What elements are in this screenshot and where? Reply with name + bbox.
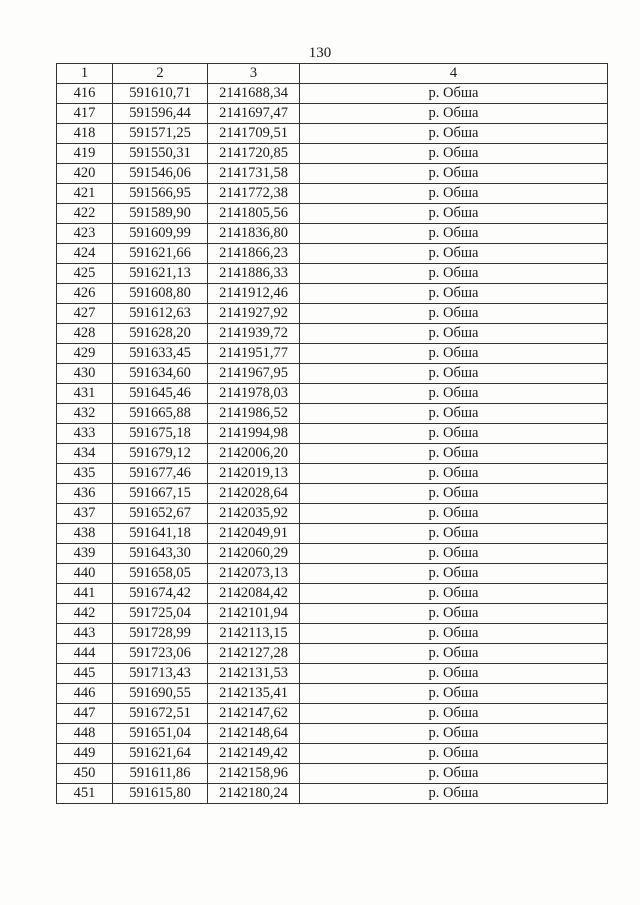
description-cell: р. Обша: [300, 344, 608, 364]
table-row: [57, 524, 608, 544]
x-coordinate-cell: 591641,18: [113, 524, 208, 544]
description-cell: р. Обша: [300, 384, 608, 404]
description-cell: р. Обша: [300, 104, 608, 124]
point-number-cell: 440: [57, 564, 113, 584]
point-number-cell: 436: [57, 484, 113, 504]
y-coordinate-cell: 2142101,94: [208, 604, 300, 624]
point-number-cell: 439: [57, 544, 113, 564]
table-row: [57, 504, 608, 524]
y-coordinate-cell: 2142135,41: [208, 684, 300, 704]
description-cell: р. Обша: [300, 124, 608, 144]
table-row: [57, 404, 608, 424]
point-number-cell: 432: [57, 404, 113, 424]
point-number-cell: 437: [57, 504, 113, 524]
description-cell: р. Обша: [300, 524, 608, 544]
y-coordinate-cell: 2142180,24: [208, 784, 300, 804]
table-row: [57, 744, 608, 764]
point-number-cell: 425: [57, 264, 113, 284]
point-number-cell: 424: [57, 244, 113, 264]
header-row: [57, 64, 608, 84]
y-coordinate-cell: 2142127,28: [208, 644, 300, 664]
table-row: [57, 424, 608, 444]
y-coordinate-cell: 2142006,20: [208, 444, 300, 464]
description-cell: р. Обша: [300, 84, 608, 104]
point-number-cell: 430: [57, 364, 113, 384]
point-number-cell: 429: [57, 344, 113, 364]
x-coordinate-cell: 591546,06: [113, 164, 208, 184]
x-coordinate-cell: 591550,31: [113, 144, 208, 164]
table-row: [57, 724, 608, 744]
description-cell: р. Обша: [300, 784, 608, 804]
description-cell: р. Обша: [300, 204, 608, 224]
description-cell: р. Обша: [300, 424, 608, 444]
point-number-cell: 445: [57, 664, 113, 684]
description-cell: р. Обша: [300, 664, 608, 684]
table-row: [57, 144, 608, 164]
description-cell: р. Обша: [300, 564, 608, 584]
point-number-cell: 450: [57, 764, 113, 784]
table-row: [57, 644, 608, 664]
table-row: [57, 544, 608, 564]
table-row: [57, 484, 608, 504]
x-coordinate-cell: 591651,04: [113, 724, 208, 744]
y-coordinate-cell: 2141927,92: [208, 304, 300, 324]
y-coordinate-cell: 2142147,62: [208, 704, 300, 724]
x-coordinate-cell: 591723,06: [113, 644, 208, 664]
y-coordinate-cell: 2142113,15: [208, 624, 300, 644]
x-coordinate-cell: 591608,80: [113, 284, 208, 304]
point-number-cell: 418: [57, 124, 113, 144]
x-coordinate-cell: 591645,46: [113, 384, 208, 404]
point-number-cell: 444: [57, 644, 113, 664]
y-coordinate-cell: 2141772,38: [208, 184, 300, 204]
y-coordinate-cell: 2142158,96: [208, 764, 300, 784]
table-row: [57, 204, 608, 224]
x-coordinate-cell: 591596,44: [113, 104, 208, 124]
point-number-cell: 419: [57, 144, 113, 164]
description-cell: р. Обша: [300, 684, 608, 704]
description-cell: р. Обша: [300, 644, 608, 664]
table-row: [57, 664, 608, 684]
table-row: [57, 684, 608, 704]
x-coordinate-cell: 591628,20: [113, 324, 208, 344]
table-row: [57, 784, 608, 804]
y-coordinate-cell: 2142084,42: [208, 584, 300, 604]
column-header-4: 4: [300, 64, 608, 84]
table-row: [57, 764, 608, 784]
y-coordinate-cell: 2142028,64: [208, 484, 300, 504]
table-row: [57, 284, 608, 304]
description-cell: р. Обша: [300, 304, 608, 324]
table-row: [57, 264, 608, 284]
description-cell: р. Обша: [300, 464, 608, 484]
point-number-cell: 434: [57, 444, 113, 464]
description-cell: р. Обша: [300, 504, 608, 524]
table-row: [57, 304, 608, 324]
y-coordinate-cell: 2142060,29: [208, 544, 300, 564]
y-coordinate-cell: 2142149,42: [208, 744, 300, 764]
description-cell: р. Обша: [300, 164, 608, 184]
column-header-2: 2: [113, 64, 208, 84]
x-coordinate-cell: 591589,90: [113, 204, 208, 224]
x-coordinate-cell: 591611,86: [113, 764, 208, 784]
x-coordinate-cell: 591679,12: [113, 444, 208, 464]
x-coordinate-cell: 591652,67: [113, 504, 208, 524]
y-coordinate-cell: 2141688,34: [208, 84, 300, 104]
x-coordinate-cell: 591725,04: [113, 604, 208, 624]
description-cell: р. Обша: [300, 184, 608, 204]
x-coordinate-cell: 591633,45: [113, 344, 208, 364]
table-row: [57, 344, 608, 364]
description-cell: р. Обша: [300, 744, 608, 764]
point-number-cell: 426: [57, 284, 113, 304]
table-row: [57, 224, 608, 244]
y-coordinate-cell: 2141709,51: [208, 124, 300, 144]
x-coordinate-cell: 591690,55: [113, 684, 208, 704]
point-number-cell: 451: [57, 784, 113, 804]
point-number-cell: 447: [57, 704, 113, 724]
description-cell: р. Обша: [300, 484, 608, 504]
x-coordinate-cell: 591677,46: [113, 464, 208, 484]
x-coordinate-cell: 591658,05: [113, 564, 208, 584]
point-number-cell: 428: [57, 324, 113, 344]
description-cell: р. Обша: [300, 264, 608, 284]
point-number-cell: 446: [57, 684, 113, 704]
y-coordinate-cell: 2141731,58: [208, 164, 300, 184]
y-coordinate-cell: 2141805,56: [208, 204, 300, 224]
description-cell: р. Обша: [300, 624, 608, 644]
y-coordinate-cell: 2141866,23: [208, 244, 300, 264]
x-coordinate-cell: 591610,71: [113, 84, 208, 104]
x-coordinate-cell: 591665,88: [113, 404, 208, 424]
x-coordinate-cell: 591667,15: [113, 484, 208, 504]
point-number-cell: 438: [57, 524, 113, 544]
table-row: [57, 104, 608, 124]
x-coordinate-cell: 591674,42: [113, 584, 208, 604]
y-coordinate-cell: 2142131,53: [208, 664, 300, 684]
y-coordinate-cell: 2141967,95: [208, 364, 300, 384]
description-cell: р. Обша: [300, 444, 608, 464]
point-number-cell: 449: [57, 744, 113, 764]
table-row: [57, 84, 608, 104]
x-coordinate-cell: 591566,95: [113, 184, 208, 204]
point-number-cell: 433: [57, 424, 113, 444]
y-coordinate-cell: 2142035,92: [208, 504, 300, 524]
description-cell: р. Обша: [300, 364, 608, 384]
point-number-cell: 448: [57, 724, 113, 744]
point-number-cell: 443: [57, 624, 113, 644]
table-row: [57, 244, 608, 264]
y-coordinate-cell: 2142148,64: [208, 724, 300, 744]
table-row: [57, 704, 608, 724]
y-coordinate-cell: 2141994,98: [208, 424, 300, 444]
y-coordinate-cell: 2141939,72: [208, 324, 300, 344]
point-number-cell: 435: [57, 464, 113, 484]
y-coordinate-cell: 2141986,52: [208, 404, 300, 424]
x-coordinate-cell: 591643,30: [113, 544, 208, 564]
table-row: [57, 164, 608, 184]
y-coordinate-cell: 2142073,13: [208, 564, 300, 584]
y-coordinate-cell: 2141697,47: [208, 104, 300, 124]
y-coordinate-cell: 2141836,80: [208, 224, 300, 244]
table-row: [57, 184, 608, 204]
x-coordinate-cell: 591728,99: [113, 624, 208, 644]
description-cell: р. Обша: [300, 704, 608, 724]
y-coordinate-cell: 2142049,91: [208, 524, 300, 544]
table-row: [57, 364, 608, 384]
x-coordinate-cell: 591621,13: [113, 264, 208, 284]
column-header-3: 3: [208, 64, 300, 84]
table-row: [57, 584, 608, 604]
x-coordinate-cell: 591609,99: [113, 224, 208, 244]
column-header-1: 1: [57, 64, 113, 84]
description-cell: р. Обша: [300, 244, 608, 264]
point-number-cell: 416: [57, 84, 113, 104]
y-coordinate-cell: 2141886,33: [208, 264, 300, 284]
table-row: [57, 124, 608, 144]
point-number-cell: 431: [57, 384, 113, 404]
table-row: [57, 384, 608, 404]
description-cell: р. Обша: [300, 144, 608, 164]
point-number-cell: 422: [57, 204, 113, 224]
table-row: [57, 564, 608, 584]
x-coordinate-cell: 591621,64: [113, 744, 208, 764]
point-number-cell: 442: [57, 604, 113, 624]
y-coordinate-cell: 2141720,85: [208, 144, 300, 164]
x-coordinate-cell: 591675,18: [113, 424, 208, 444]
description-cell: р. Обша: [300, 604, 608, 624]
description-cell: р. Обша: [300, 224, 608, 244]
description-cell: р. Обша: [300, 584, 608, 604]
x-coordinate-cell: 591571,25: [113, 124, 208, 144]
description-cell: р. Обша: [300, 724, 608, 744]
table-row: [57, 464, 608, 484]
description-cell: р. Обша: [300, 764, 608, 784]
point-number-cell: 441: [57, 584, 113, 604]
x-coordinate-cell: 591713,43: [113, 664, 208, 684]
point-number-cell: 421: [57, 184, 113, 204]
coordinates-table: [56, 63, 608, 804]
page-number: 130: [308, 45, 332, 61]
description-cell: р. Обша: [300, 284, 608, 304]
x-coordinate-cell: 591621,66: [113, 244, 208, 264]
table-row: [57, 444, 608, 464]
x-coordinate-cell: 591672,51: [113, 704, 208, 724]
table-row: [57, 604, 608, 624]
y-coordinate-cell: 2141912,46: [208, 284, 300, 304]
description-cell: р. Обша: [300, 324, 608, 344]
table-row: [57, 624, 608, 644]
y-coordinate-cell: 2141978,03: [208, 384, 300, 404]
point-number-cell: 427: [57, 304, 113, 324]
y-coordinate-cell: 2141951,77: [208, 344, 300, 364]
point-number-cell: 420: [57, 164, 113, 184]
x-coordinate-cell: 591634,60: [113, 364, 208, 384]
description-cell: р. Обша: [300, 404, 608, 424]
point-number-cell: 423: [57, 224, 113, 244]
y-coordinate-cell: 2142019,13: [208, 464, 300, 484]
x-coordinate-cell: 591612,63: [113, 304, 208, 324]
table-body: [57, 84, 608, 804]
x-coordinate-cell: 591615,80: [113, 784, 208, 804]
table-row: [57, 324, 608, 344]
point-number-cell: 417: [57, 104, 113, 124]
description-cell: р. Обша: [300, 544, 608, 564]
